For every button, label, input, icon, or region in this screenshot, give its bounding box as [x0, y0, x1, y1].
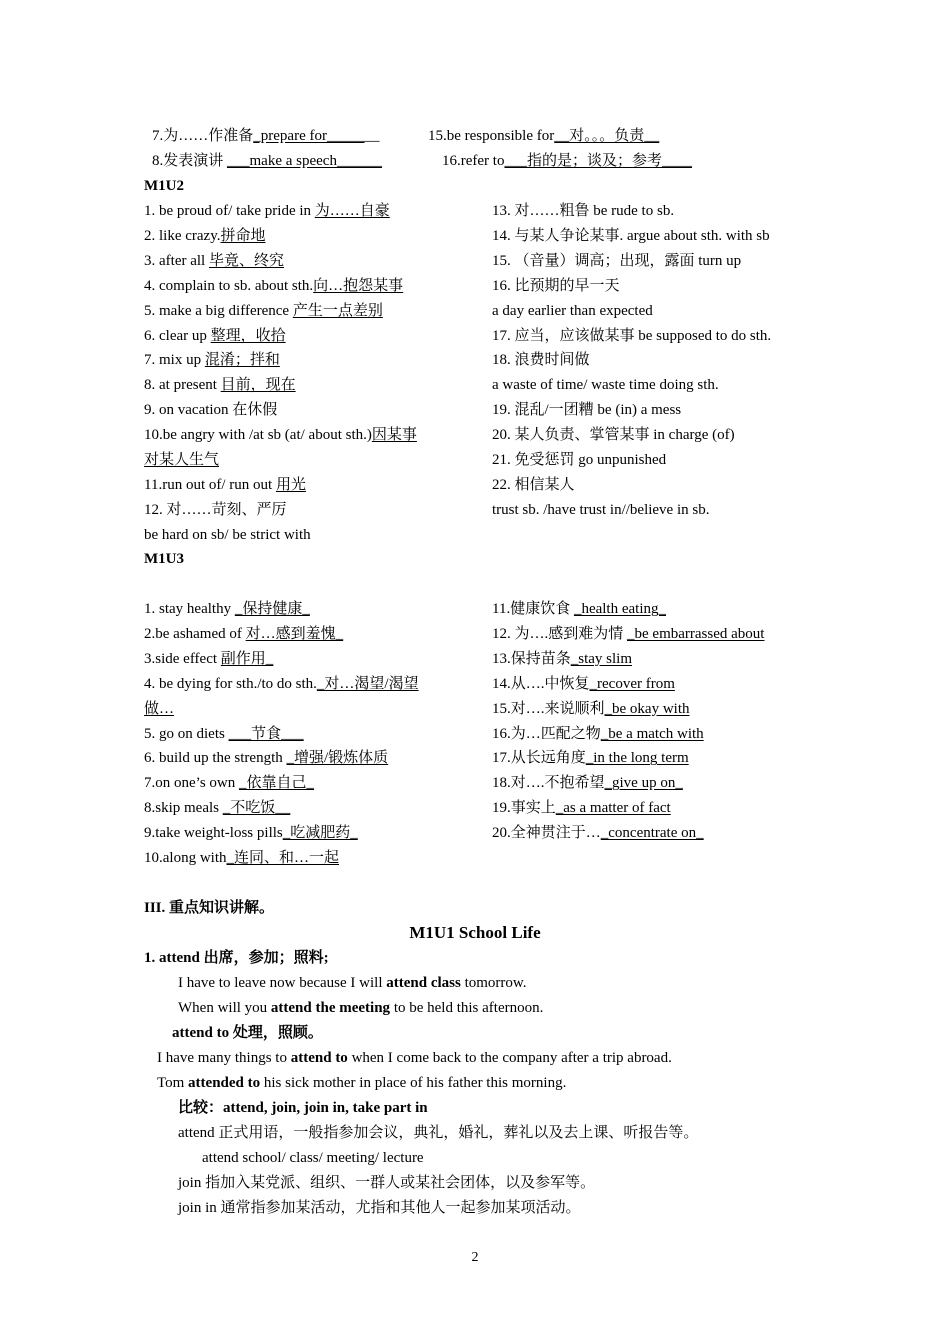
item-text: 12. 为….感到难为情	[492, 625, 628, 642]
item-text: 14. 与某人争论某事. argue about sth. with sb	[492, 227, 770, 244]
item-text: 5. go on diets	[144, 725, 229, 742]
item-answer: _give up on_	[604, 775, 683, 792]
item-answer: _依靠自己_	[239, 775, 315, 792]
list-item	[144, 724, 304, 744]
item-text: 2. like crazy.	[144, 227, 221, 244]
list-item	[144, 624, 343, 644]
example-sentence-4	[157, 1073, 566, 1093]
item-answer: _as a matter of fact	[555, 800, 671, 817]
list-item	[144, 798, 290, 818]
top-row-1-right	[428, 126, 659, 146]
compare-attend: attend 正式用语，一般指参加会议，典礼，婚礼，葬礼以及去上课、听报告等。	[178, 1125, 699, 1141]
list-item	[492, 798, 671, 818]
list-item	[144, 201, 390, 221]
item-text: 7. mix up	[144, 352, 205, 369]
sentence-keyword: attend the meeting	[270, 1000, 391, 1016]
list-item	[492, 326, 771, 346]
compare-heading: 比较：attend, join, join in, take part in	[178, 1100, 428, 1116]
item-answer: 混淆；拌和	[204, 352, 280, 369]
item-answer: 拼命地	[220, 227, 266, 244]
item-text: 19. 混乱/一团糟 be (in) a mess	[492, 402, 682, 419]
list-item	[492, 823, 704, 843]
list-item	[492, 375, 719, 395]
item-text: a waste of time/ waste time doing sth.	[492, 377, 719, 394]
item-answer: 因某事	[371, 427, 417, 444]
item-answer: 对某人生气	[144, 452, 220, 468]
item-text: 8.skip meals	[144, 800, 223, 817]
item-text: 2.be ashamed of	[144, 625, 246, 642]
item-answer: _增强/锻炼体质	[286, 750, 389, 767]
list-item	[144, 450, 219, 470]
item-text: 3. after all	[144, 252, 209, 269]
section-heading-m1u2: M1U2	[144, 178, 184, 194]
item-text: 8.发表演讲	[152, 153, 228, 169]
compare-attend-examples: attend school/ class/ meeting/ lecture	[202, 1150, 424, 1166]
list-item	[492, 350, 590, 370]
unit-title: M1U1 School Life	[409, 923, 541, 942]
item-text: 19.事实上	[492, 800, 556, 817]
list-item	[144, 649, 273, 669]
item-text: 20. 某人负责、掌管某事 in charge (of)	[492, 427, 735, 444]
list-item	[492, 425, 735, 445]
item-1-heading: 1. attend 出席，参加；照料;	[144, 950, 329, 966]
sentence-text: I have to leave now because I will	[178, 975, 387, 991]
example-sentence-2	[178, 998, 543, 1018]
list-item	[492, 599, 666, 619]
sentence-text: his sick mother in place of his father this morning.	[260, 1075, 567, 1091]
list-item	[144, 699, 174, 719]
list-item	[144, 599, 310, 619]
section-heading-m1u3: M1U3	[144, 551, 184, 567]
list-item	[144, 848, 339, 868]
list-item	[492, 674, 675, 694]
item-text: 16.为…匹配之物	[492, 725, 601, 742]
item-text: 16. 比预期的早一天	[492, 277, 620, 294]
list-item	[144, 674, 419, 694]
item-text-tail: __	[364, 128, 380, 144]
item-text: be hard on sb/ be strict with	[144, 526, 311, 543]
item-text: 11.健康饮食	[492, 601, 574, 617]
item-text: 18. 浪费时间做	[492, 352, 590, 369]
list-item	[144, 400, 277, 420]
item-answer: 产生一点差别	[292, 302, 383, 319]
list-item	[492, 201, 674, 221]
item-text: 22. 相信某人	[492, 476, 575, 493]
item-text: 17.从长远角度	[492, 750, 586, 767]
item-text: 21. 免受惩罚 go unpunished	[492, 452, 667, 468]
item-answer: _保持健康_	[234, 601, 310, 617]
item-answer: _连同、和…一起	[226, 850, 340, 866]
item-answer: _吃减肥药_	[282, 825, 358, 842]
item-text: 20.全神贯注于…	[492, 825, 601, 842]
item-text: 18.对….不抱希望	[492, 775, 605, 792]
item-text: 17. 应当，应该做某事 be supposed to do sth.	[492, 327, 772, 344]
compare-join: join 指加入某党派、组织、一群人或某社会团体，以及参军等。	[178, 1175, 596, 1191]
top-row-2-left	[152, 151, 382, 171]
list-item	[144, 475, 306, 495]
item-text: 13. 对……粗鲁 be rude to sb.	[492, 203, 675, 219]
sentence-text: when I come back to the company after a trip abroad.	[347, 1050, 672, 1066]
list-item	[144, 251, 284, 271]
list-item	[144, 301, 383, 321]
item-text: 6. build up the strength	[144, 750, 287, 767]
sentence-text: When will you	[178, 1000, 271, 1016]
list-item	[492, 724, 704, 744]
sentence-keyword: attend class	[386, 975, 461, 991]
item-text: 15. （音量）调高；出现，露面 turn up	[492, 252, 742, 269]
item-answer: _health eating_	[573, 601, 667, 617]
list-item	[492, 699, 690, 719]
item-text: 7.on one’s own	[144, 775, 239, 792]
item-answer: 为……自豪	[314, 203, 390, 219]
item-answer: 对…感到羞愧_	[245, 625, 344, 642]
item-text: 6. clear up	[144, 327, 211, 344]
item-text: 8. at present	[144, 377, 221, 394]
item-text: 5. make a big difference	[144, 302, 293, 319]
list-item	[492, 450, 666, 470]
sub-heading-attend-to: attend to 处理，照顾。	[172, 1025, 323, 1041]
list-item	[492, 773, 683, 793]
page-number: 2	[471, 1250, 479, 1265]
item-answer: __对。。。负责__	[554, 128, 660, 144]
item-answer: _concentrate on_	[600, 825, 704, 842]
list-item	[144, 375, 296, 395]
example-sentence-3	[157, 1048, 672, 1068]
list-item	[144, 425, 417, 445]
list-item	[492, 251, 741, 271]
sentence-text: to be held this afternoon.	[390, 1000, 544, 1016]
item-text: trust sb. /have trust in//believe in sb.	[492, 501, 710, 518]
item-answer: _prepare for_____	[253, 128, 365, 144]
item-answer: 做…	[144, 700, 175, 717]
item-answer: _recover from	[589, 675, 675, 692]
top-row-1-left	[152, 126, 379, 146]
item-text: 10.along with	[144, 850, 227, 866]
item-answer: _stay slim	[570, 650, 633, 667]
item-text: 4. complain to sb. about sth.	[144, 277, 314, 294]
list-item	[144, 823, 358, 843]
item-text: 9. on vacation 在休假	[144, 402, 278, 419]
item-answer: ___make a speech______	[227, 153, 382, 169]
item-answer: 副作用_	[220, 650, 274, 667]
item-answer: _in the long term	[585, 750, 689, 767]
list-item	[492, 624, 764, 644]
item-text: 1. be proud of/ take pride in	[144, 203, 315, 219]
list-item	[144, 326, 286, 346]
sentence-keyword: attended to	[188, 1075, 261, 1091]
item-text: 14.从….中恢复	[492, 675, 590, 692]
list-item	[492, 475, 575, 495]
list-item	[492, 226, 770, 246]
item-answer: _对…渴望/渴望	[316, 675, 419, 692]
list-item	[144, 773, 314, 793]
sentence-keyword: attend to	[290, 1050, 348, 1066]
list-item	[144, 500, 287, 520]
item-text: 9.take weight-loss pills	[144, 825, 283, 842]
item-answer: ___指的是；谈及；参考____	[504, 153, 692, 169]
list-item	[144, 350, 280, 370]
item-answer: _不吃饭__	[222, 800, 291, 817]
item-answer: ___节食___	[228, 725, 304, 742]
item-text: 13.保持苗条	[492, 650, 571, 667]
item-answer: _be embarrassed about	[627, 625, 765, 642]
item-answer: 整理，收拾	[210, 327, 286, 344]
example-sentence-1	[178, 973, 527, 993]
list-item	[492, 400, 681, 420]
item-answer: 毕竟、终究	[208, 252, 284, 269]
item-answer: 目前，现在	[220, 377, 296, 394]
item-answer: _be a match with	[600, 725, 704, 742]
item-answer: 用光	[275, 476, 306, 493]
item-text: 10.be angry with /at sb (at/ about sth.)	[144, 427, 372, 444]
item-text: 3.side effect	[144, 650, 221, 667]
sentence-text: Tom	[157, 1075, 189, 1091]
sentence-text: I have many things to	[157, 1050, 291, 1066]
list-item	[144, 226, 266, 246]
top-row-2-right	[442, 151, 692, 171]
compare-join-in: join in 通常指参加某活动，尤指和其他人一起参加某项活动。	[178, 1200, 581, 1216]
item-text: 15.be responsible for	[428, 128, 555, 144]
item-text: 4. be dying for sth./to do sth.	[144, 675, 317, 692]
list-item	[144, 525, 311, 545]
list-item	[144, 748, 388, 768]
list-item	[144, 276, 403, 296]
item-text: 12. 对……苛刻、严厉	[144, 501, 287, 518]
item-text: 16.refer to	[442, 153, 505, 169]
section-heading-key-points: III. 重点知识讲解。	[144, 900, 275, 916]
list-item	[492, 649, 632, 669]
list-item	[492, 301, 653, 321]
list-item	[492, 748, 689, 768]
item-answer: 向…抱怨某事	[313, 277, 404, 294]
item-text: 11.run out of/ run out	[144, 476, 276, 493]
sentence-text: tomorrow.	[460, 975, 527, 991]
list-item	[492, 276, 620, 296]
list-item	[492, 500, 709, 520]
item-text: 15.对….来说顺利	[492, 700, 605, 717]
item-text: 7.为……作准备	[152, 128, 254, 144]
item-text: a day earlier than expected	[492, 302, 653, 319]
item-answer: _be okay with	[604, 700, 690, 717]
item-text: 1. stay healthy	[144, 601, 235, 617]
